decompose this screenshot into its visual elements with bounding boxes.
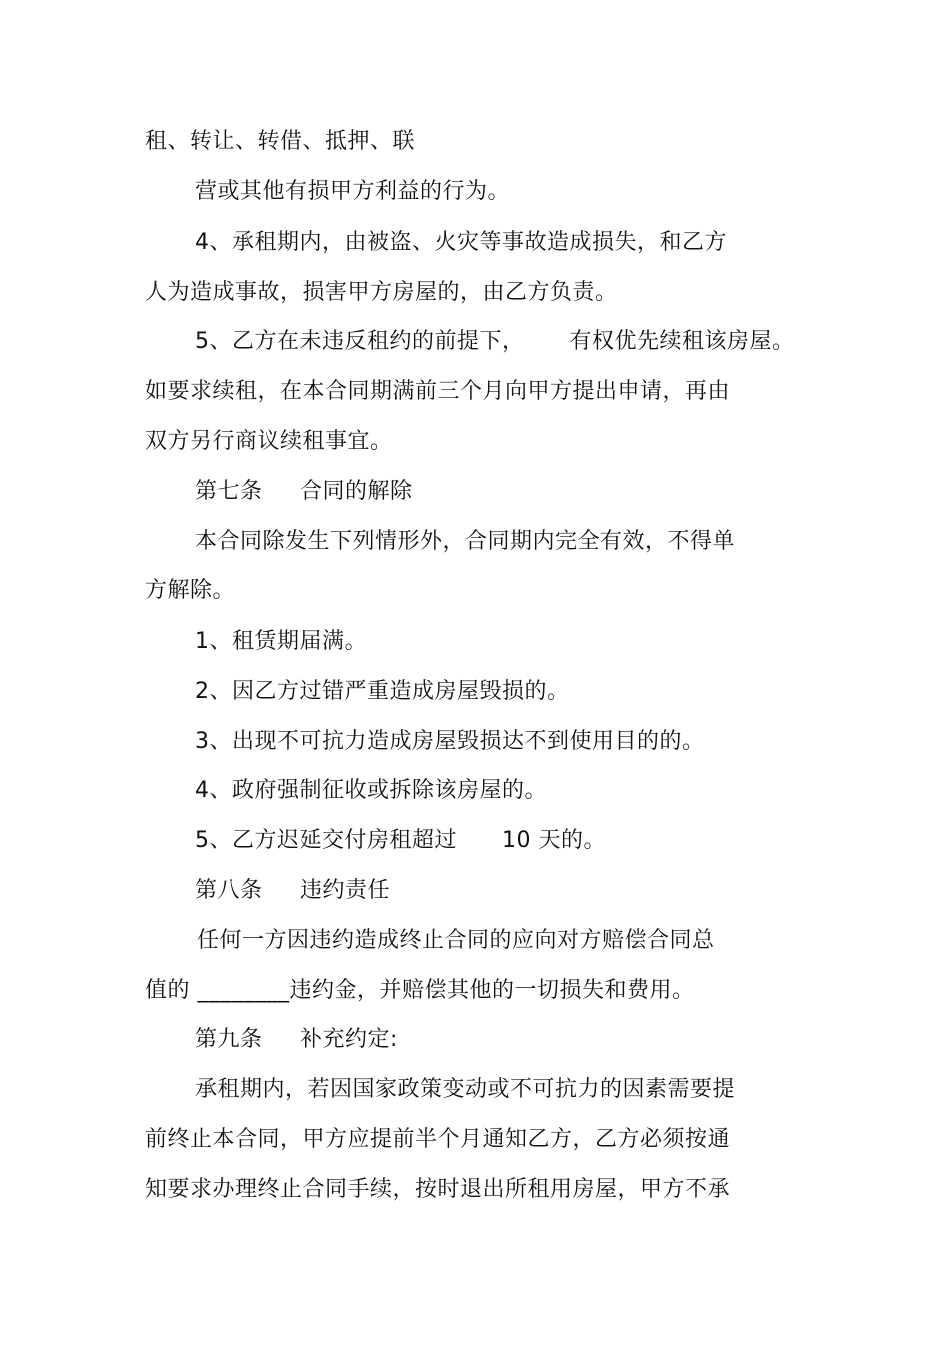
list-item: 2、因乙方过错严重造成房屋毁损的。: [195, 679, 570, 704]
list-item: 3、出现不可抗力造成房屋毁损达不到使用目的的。: [195, 729, 705, 754]
section-heading: 第九条 补充约定:: [195, 1027, 398, 1052]
section-heading: 第七条 合同的解除: [195, 479, 413, 504]
text-line: 值的 ________违约金，并赔偿其他的一切损失和费用。: [145, 978, 695, 1003]
list-item: 5、乙方迟延交付房租超过 10 天的。: [195, 828, 606, 853]
text-line: 5、乙方在未违反租约的前提下， 有权优先续租该房屋。: [195, 329, 795, 354]
text-line: 本合同除发生下列情形外，合同期内完全有效，不得单: [195, 529, 736, 554]
text-line: 任何一方因违约造成终止合同的应向对方赔偿合同总: [197, 928, 715, 953]
text-line: 营或其他有损甲方利益的行为。: [195, 179, 511, 204]
text-line: 方解除。: [145, 578, 236, 603]
text-line: 人为造成事故，损害甲方房屋的，由乙方负责。: [145, 280, 618, 305]
text-line: 4、承租期内，由被盗、火灾等事故造成损失，和乙方: [195, 230, 727, 255]
text-line: 租、转让、转借、抵押、联: [145, 129, 416, 154]
text-line: 双方另行商议续租事宜。: [145, 429, 393, 454]
text-line: 前终止本合同，甲方应提前半个月通知乙方，乙方必须按通: [145, 1127, 731, 1152]
section-heading: 第八条 违约责任: [195, 878, 390, 903]
text-line: 知要求办理终止合同手续，按时退出所租用房屋，甲方不承: [145, 1177, 731, 1202]
text-line: 如要求续租，在本合同期满前三个月向甲方提出申请，再由: [145, 379, 731, 404]
list-item: 1、租赁期届满。: [195, 629, 367, 654]
text-line: 承租期内，若因国家政策变动或不可抗力的因素需要提: [195, 1077, 736, 1102]
list-item: 4、政府强制征收或拆除该房屋的。: [195, 778, 547, 803]
